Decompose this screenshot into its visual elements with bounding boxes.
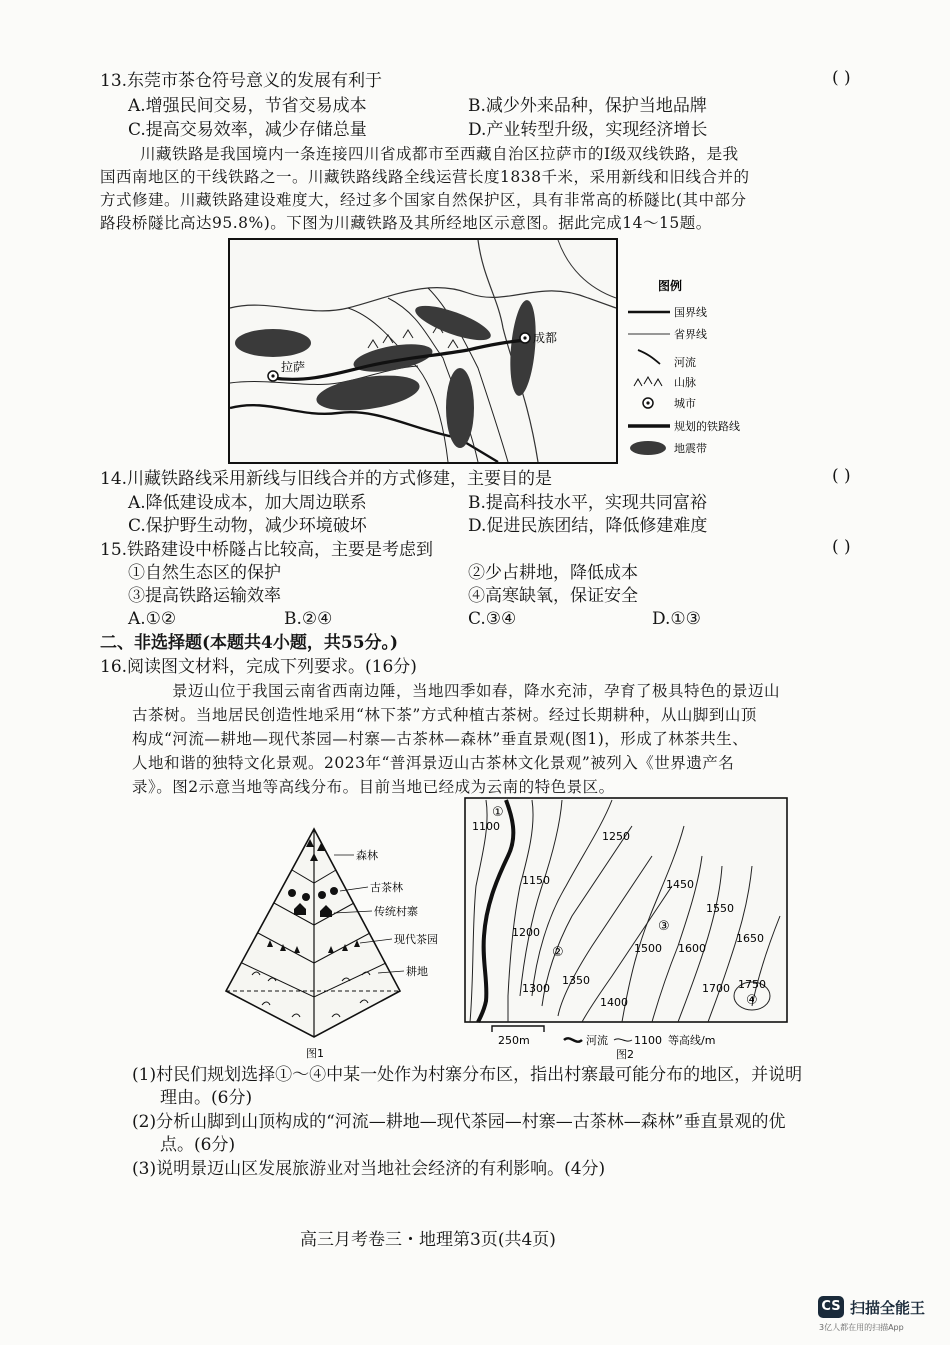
seismic-belt <box>235 329 311 357</box>
contour-label: 1200 <box>512 926 540 939</box>
q14-stem: 14.川藏铁路线采用新线与旧线合并的方式修建，主要目的是 <box>100 469 553 489</box>
q16-sub-1: (1)村民们规划选择①～④中某一处作为村寨分布区，指出村寨最可能分布的地区，并说明 <box>132 1065 803 1085</box>
contour-label: 1450 <box>666 878 694 891</box>
fig1-caption: 图1 <box>306 1047 324 1060</box>
q14-option-c: C.保护野生动物，减少环境破坏 <box>128 516 367 536</box>
legend-item: 河流 <box>674 356 696 369</box>
q13-option-d: D.产业转型升级，实现经济增长 <box>468 120 708 140</box>
legend-item: 规划的铁路线 <box>674 420 740 433</box>
city-lhasa-label: 拉萨 <box>281 360 306 374</box>
scanner-tagline: 3亿人都在用的扫描App <box>819 1323 904 1332</box>
q15-option-c: C.③④ <box>468 609 517 629</box>
q15-option-d: D.①③ <box>652 609 701 629</box>
passage-line: 川藏铁路是我国境内一条连接四川省成都市至西藏自治区拉萨市的Ⅰ级双线铁路，是我 <box>140 145 739 163</box>
passage-line: 路段桥隧比高达95.8%)。下图为川藏铁路及其所经地区示意图。据此完成14～15题。 <box>100 214 712 232</box>
contour-label: 1300 <box>522 982 550 995</box>
fig1-label-forest: 森林 <box>356 849 378 862</box>
q16-passage-line: 人地和谐的独特文化景观。2023年“普洱景迈山古茶林文化景观”被列入《世界遗产名 <box>132 754 735 772</box>
legend-title: 图例 <box>658 279 683 293</box>
q15-item-1: ①自然生态区的保护 <box>128 563 281 583</box>
q15-item-2: ②少占耕地，降低成本 <box>468 563 638 583</box>
page-footer: 高三月考卷三・地理第3页(共4页) <box>300 1230 556 1250</box>
q15-option-b: B.②④ <box>284 609 333 629</box>
contour-label: 1100 <box>472 820 500 833</box>
q16-sub-2-cont: 点。(6分) <box>160 1135 236 1155</box>
legend-item: 省界线 <box>674 328 707 341</box>
fig1-label-village: 传统村寨 <box>374 905 418 918</box>
legend-contour-value: 1100 <box>634 1034 662 1047</box>
fig1-label-tea-garden: 现代茶园 <box>394 933 438 946</box>
contour-label: 1500 <box>634 942 662 955</box>
scale-label: 250m <box>498 1034 530 1047</box>
city-chengdu-label: 成都 <box>533 331 558 345</box>
figure-1-pyramid <box>222 825 462 1061</box>
q13-bracket: ( ) <box>832 68 851 88</box>
scanner-app-name: 扫描全能王 <box>850 1299 926 1317</box>
legend-contour-symbol <box>614 1039 632 1041</box>
contour-label: 1750 <box>738 978 766 991</box>
contour-label: 1400 <box>600 996 628 1009</box>
contour-label: 1250 <box>602 830 630 843</box>
q16-passage-line: 构成“河流—耕地—现代茶园—村寨—古茶林—森林”垂直景观(图1)，形成了林茶共生、 <box>132 730 749 748</box>
passage-line: 方式修建。川藏铁路建设难度大，经过多个国家自然保护区，具有非常高的桥隧比(其中部分 <box>100 191 747 209</box>
contour-label: 1350 <box>562 974 590 987</box>
q15-stem: 15.铁路建设中桥隧占比较高，主要是考虑到 <box>100 540 434 560</box>
contour-label: 1650 <box>736 932 764 945</box>
fig2-caption: 图2 <box>616 1048 634 1060</box>
marker-4: ④ <box>746 993 758 1008</box>
legend-river-symbol <box>564 1038 582 1041</box>
contour-label: 1150 <box>522 874 550 887</box>
q15-bracket: ( ) <box>832 537 851 557</box>
legend-item: 城市 <box>674 397 696 410</box>
legend-item: 山脉 <box>674 376 696 389</box>
seismic-belt <box>446 368 474 448</box>
legend-item: 国界线 <box>674 306 707 319</box>
q16-passage-line: 录》。图2示意当地等高线分布。目前当地已经成为云南的特色景区。 <box>132 778 615 796</box>
q13-option-c: C.提高交易效率，减少存储总量 <box>128 120 367 140</box>
q14-bracket: ( ) <box>832 466 851 486</box>
contour-label: 1700 <box>702 982 730 995</box>
q13-option-a: A.增强民间交易，节省交易成本 <box>128 96 367 116</box>
q16-passage-line: 古茶树。当地居民创造性地采用“林下茶”方式种植古茶树。经过长期耕种，从山脚到山顶 <box>132 706 757 724</box>
contour-label: 1600 <box>678 942 706 955</box>
marker-3: ③ <box>658 919 670 934</box>
fig1-label-farmland: 耕地 <box>406 965 428 978</box>
section-2-heading: 二、非选择题(本题共4小题，共55分。) <box>100 633 399 653</box>
scanner-logo-icon: CS <box>818 1296 844 1318</box>
q16-passage-line: 景迈山位于我国云南省西南边陲，当地四季如春，降水充沛，孕育了极具特色的景迈山 <box>172 682 781 700</box>
q16-sub-1-cont: 理由。(6分) <box>160 1088 253 1108</box>
marker-2: ② <box>552 945 564 960</box>
q13-stem: 13.东莞市茶仓符号意义的发展有利于 <box>100 71 383 91</box>
contour-label: 1550 <box>706 902 734 915</box>
q15-item-3: ③提高铁路运输效率 <box>128 586 281 606</box>
q14-option-b: B.提高科技水平，实现共同富裕 <box>468 493 707 513</box>
legend-river-symbol <box>638 350 660 364</box>
legend-seismic-symbol <box>630 441 666 455</box>
q14-option-a: A.降低建设成本，加大周边联系 <box>128 493 367 513</box>
marker-1: ① <box>492 805 504 820</box>
q15-item-4: ④高寒缺氧，保证安全 <box>468 586 638 606</box>
q16-sub-3: (3)说明景迈山区发展旅游业对当地社会经济的有利影响。(4分) <box>132 1159 606 1179</box>
legend-contour-label: 等高线/m <box>668 1034 716 1047</box>
q13-option-b: B.减少外来品种，保护当地品牌 <box>468 96 707 116</box>
fig1-label-ancient-tea: 古茶林 <box>370 881 403 894</box>
figure-2-contour-map <box>462 796 792 1060</box>
legend-river-label: 河流 <box>586 1034 608 1047</box>
q14-option-d: D.促进民族团结，降低修建难度 <box>468 516 708 536</box>
legend-mountain-symbol <box>634 377 662 386</box>
q16-stem: 16.阅读图文材料，完成下列要求。(16分) <box>100 657 417 677</box>
passage-line: 国西南地区的干线铁路之一。川藏铁路线路全线运营长度1838千米，采用新线和旧线合并的 <box>100 168 750 186</box>
legend-item: 地震带 <box>674 442 707 455</box>
q15-option-a: A.①② <box>128 609 177 629</box>
railway-map <box>228 238 768 464</box>
scale-bar <box>492 1026 544 1032</box>
q16-sub-2: (2)分析山脚到山顶构成的“河流—耕地—现代茶园—村寨—古茶林—森林”垂直景观的优 <box>132 1112 786 1132</box>
